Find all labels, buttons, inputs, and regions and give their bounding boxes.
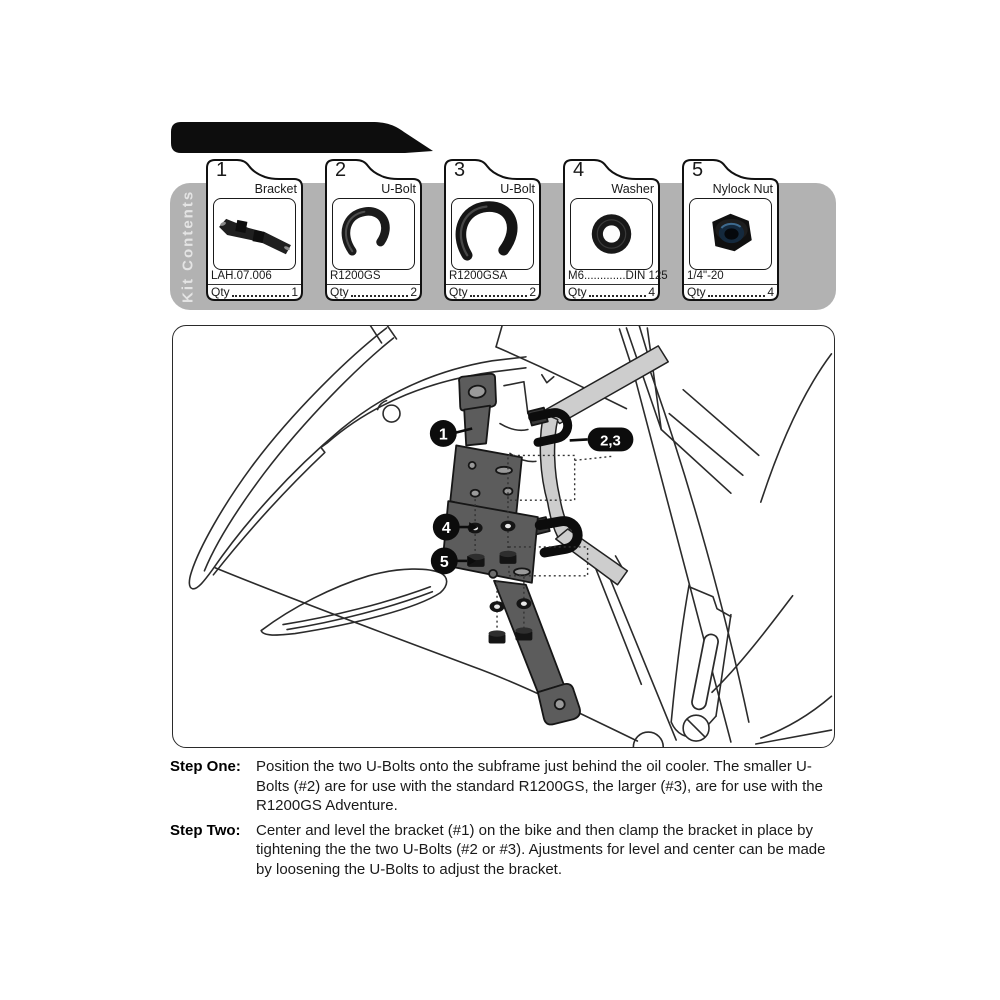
kit-item-washer [562,158,668,302]
callout-5-label: 5 [439,553,449,571]
callout-23-label: 2,3 [600,432,621,450]
dotted-leader [589,295,647,297]
qty-value: 4 [648,285,655,299]
kit-item-ubolt-large [443,158,542,302]
kit-item-nylock-nut [681,158,780,302]
kit-item-qty-row [327,284,420,299]
qty-label: Qty [449,285,468,299]
step-one-label: Step One: [170,758,241,775]
kit-item-number: 4 [573,159,585,181]
step-one-row [170,757,842,816]
nylock-nut-icon [690,199,771,269]
callout-1-label: 1 [438,426,448,444]
installation-diagram-frame [172,325,835,748]
kit-item-qty-row [565,284,658,299]
qty-value: 2 [529,285,536,299]
step-two-label: Step Two: [170,821,241,839]
kit-item-bracket [205,158,304,302]
banner-swoosh-shape [170,121,436,155]
kit-item-number: 1 [216,159,228,181]
kit-item-part-number: R1200GS [330,270,381,282]
step-one-text: Position the two U-Bolts onto the subframe just behind the oil cooler. The smaller U-Bolts (#2) are for use with the standard R1200GS, the larger (#3), are for use with the R1200GS Adventure. [256,758,823,814]
qty-label: Qty [568,285,587,299]
step-two-text: Center and level the bracket (#1) on the bike and then clamp the bracket in place by tightening the the two U-Bolts (#2 or #3). Ajustments for level and center can be made by loosening the U-Bolts to adjust the bracket. [256,821,826,878]
kit-item-image [570,198,653,270]
qty-value: 2 [410,285,417,299]
kit-item-part-number: 1/4"-20 [687,270,724,282]
qty-value: 1 [291,285,298,299]
kit-item-image [451,198,534,270]
u-bolt-large-icon [452,199,533,269]
kit-item-part-number: M6.............DIN 125 [568,270,668,282]
kit-item-number: 2 [335,159,347,181]
qty-label: Qty [211,285,230,299]
kit-item-label: Bracket [254,182,297,196]
qty-value: 4 [767,285,774,299]
callout-4-label: 4 [441,520,451,538]
dotted-leader [708,295,766,297]
dotted-leader [351,295,409,297]
kit-item-image [689,198,772,270]
callout-23-leader [570,439,588,440]
kit-contents-vertical-label: Kit Contents [179,189,197,304]
step-two-row [170,821,842,880]
kit-item-image [213,198,296,270]
kit-item-label: U-Bolt [381,182,416,196]
kit-item-qty-row [684,284,777,299]
bracket-icon [214,199,295,269]
qty-label: Qty [330,285,349,299]
kit-item-qty-row [446,284,539,299]
kit-item-label: Washer [611,182,654,196]
dotted-leader [470,295,528,297]
qty-label: Qty [687,285,706,299]
kit-item-label: U-Bolt [500,182,535,196]
u-bolt-small-icon [333,199,414,269]
kit-item-image [332,198,415,270]
kit-item-qty-row [208,284,301,299]
kit-item-ubolt-small [324,158,423,302]
screw-head [683,715,709,741]
installation-diagram [173,326,834,747]
instruction-steps [170,757,842,884]
kit-item-number: 3 [454,159,466,181]
kit-item-label: Nylock Nut [712,182,773,196]
kit-item-part-number: R1200GSA [449,270,508,282]
kit-item-number: 5 [692,159,704,181]
dotted-leader [232,295,290,297]
kit-item-part-number: LAH.07.006 [211,270,272,282]
fork-slot [699,642,711,703]
washer-icon [571,199,652,269]
header-banner [170,121,436,155]
